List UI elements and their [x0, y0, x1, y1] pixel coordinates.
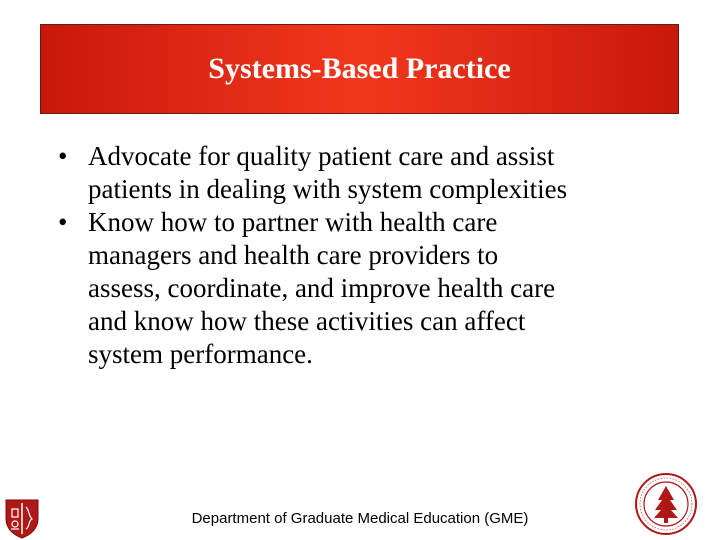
bullet-text-line: managers and health care providers to: [88, 240, 499, 270]
bullet-marker: •: [58, 207, 68, 237]
bullet-text-line: assess, coordinate, and improve health care: [88, 273, 556, 303]
footer-text: Department of Graduate Medical Education (GME): [191, 510, 529, 527]
title-banner: [40, 24, 679, 114]
bullet-text: Know how to partner with health care: [88, 207, 498, 237]
bullet-item: [58, 206, 678, 371]
bullet-text-line: system performance.: [88, 339, 313, 369]
bullet-text-line: and know how these activities can affect: [88, 306, 526, 336]
bullet-list: [58, 140, 678, 371]
bullet-item: [58, 140, 678, 206]
slide-title: Systems-Based Practice: [208, 52, 511, 85]
bullet-marker: •: [58, 141, 68, 171]
bullet-text-line: patients in dealing with system complexities: [88, 174, 568, 204]
bullet-text: Advocate for quality patient care and assist: [88, 141, 555, 171]
